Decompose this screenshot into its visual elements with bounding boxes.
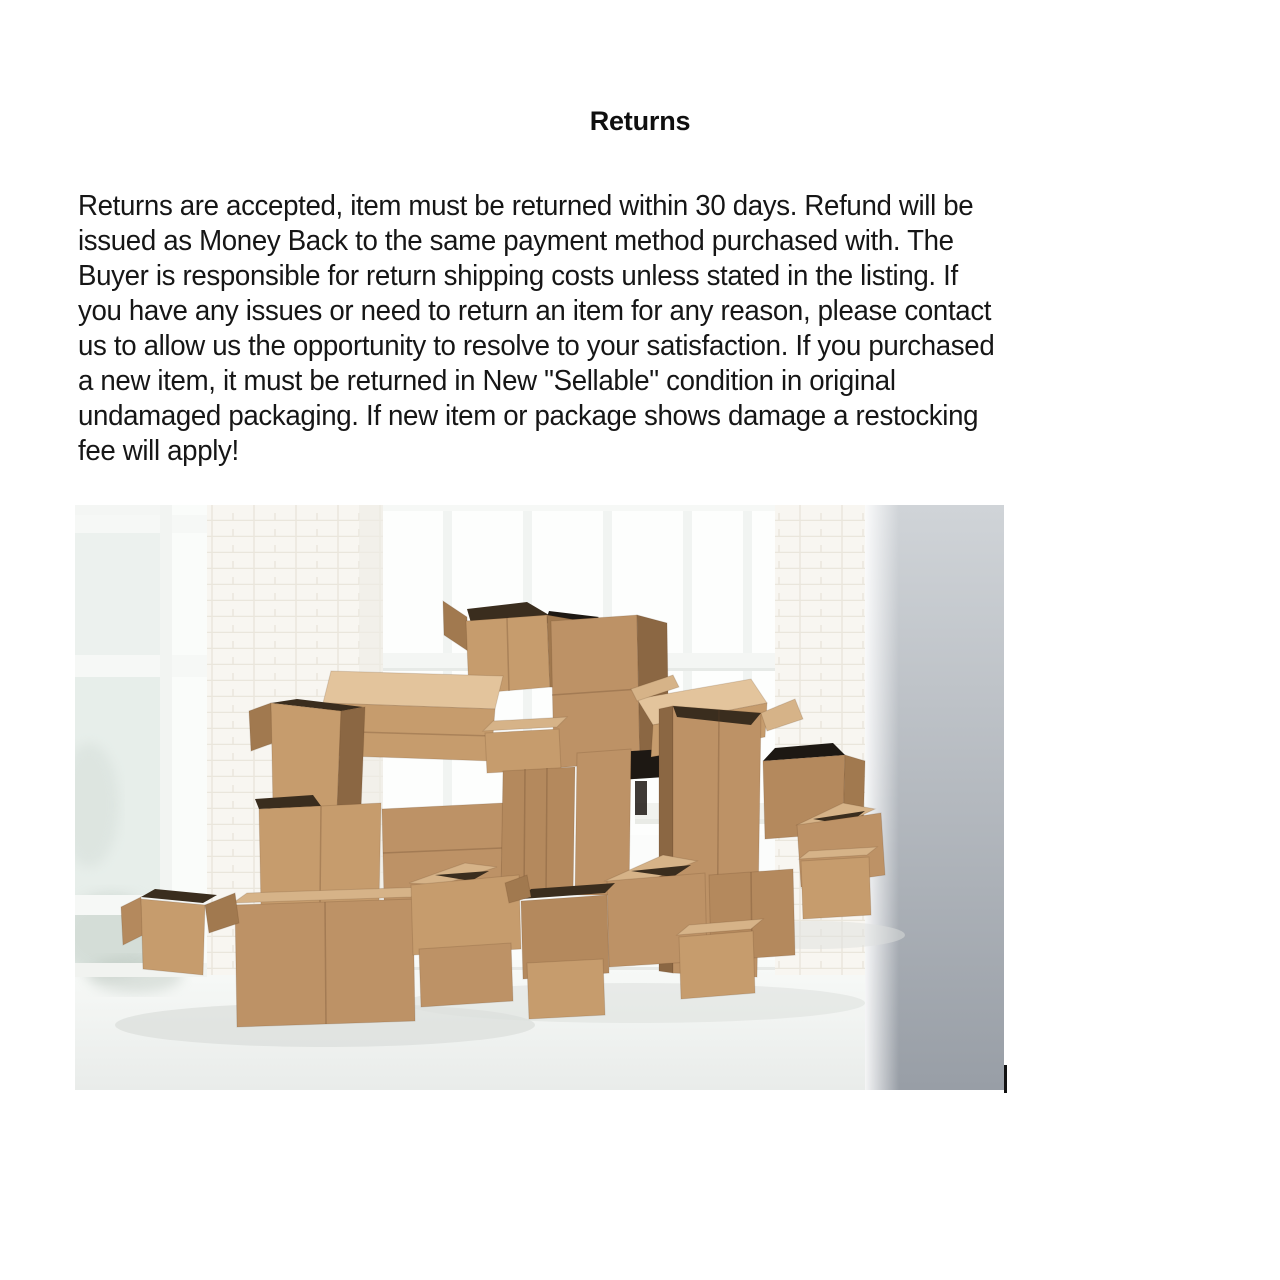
paragraph-line: a new item, it must be returned in New "Sellable" condition in original (78, 365, 896, 397)
cardboard-boxes-photo (75, 505, 1004, 1090)
paragraph-line: issued as Money Back to the same payment method purchased with. The (78, 225, 954, 257)
returns-paragraph (78, 189, 1184, 469)
paragraph-line: Buyer is responsible for return shipping costs unless stated in the listing. If (78, 260, 958, 292)
text-cursor (1004, 1065, 1007, 1093)
gray-wall (865, 505, 1004, 1090)
paragraph-line: Returns are accepted, item must be returned within 30 days. Refund will be (78, 190, 974, 222)
page-title: Returns (589, 106, 691, 136)
paragraph-line: you have any issues or need to return an item for any reason, please contact (78, 295, 992, 327)
paragraph-line: us to allow us the opportunity to resolve to your satisfaction. If you purchased (78, 330, 995, 362)
paragraph-line: fee will apply! (78, 435, 239, 467)
boxes-photo-illustration (75, 505, 1004, 1090)
paragraph-line: undamaged packaging. If new item or package shows damage a restocking (78, 400, 979, 432)
